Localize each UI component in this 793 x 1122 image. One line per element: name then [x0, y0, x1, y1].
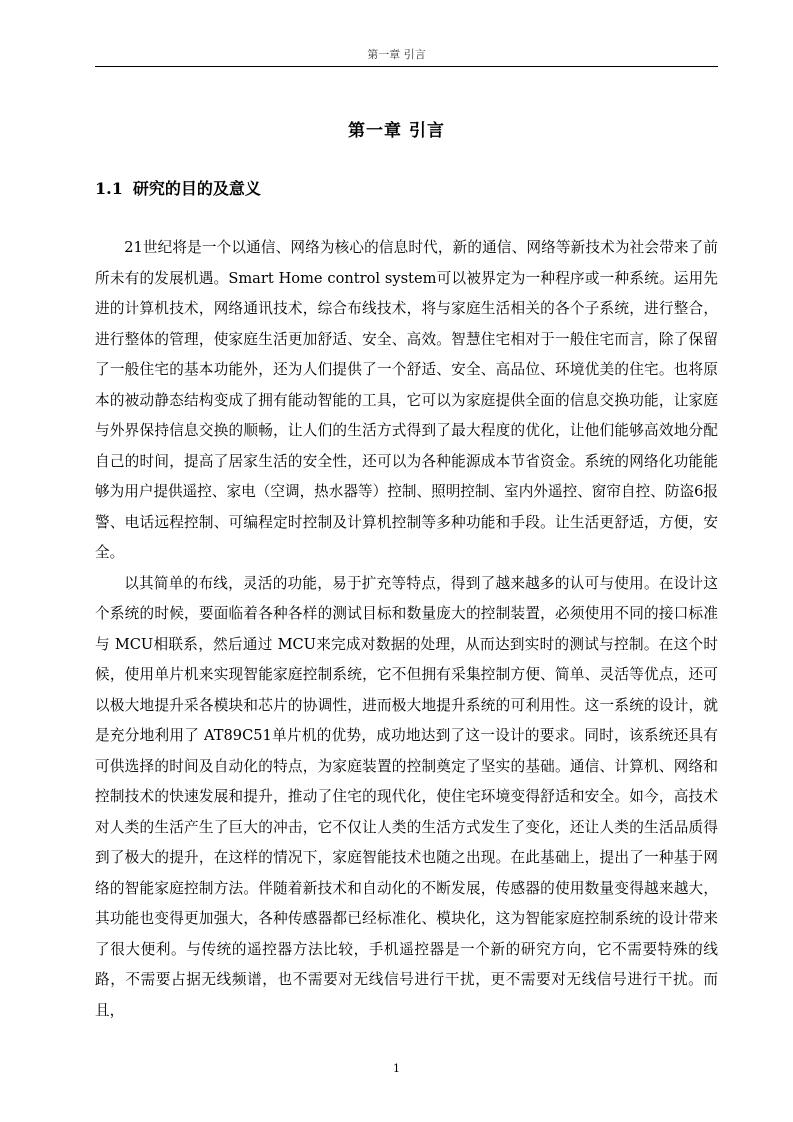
section-number: 1.1 — [95, 179, 123, 198]
body-text — [95, 233, 718, 1026]
chapter-title: 第一章 引言 — [348, 121, 445, 141]
header-divider — [95, 66, 718, 67]
section-title: 研究的目的及意义 — [132, 179, 261, 198]
section-heading — [95, 176, 261, 202]
paragraph: 21世纪将是一个以通信、网络为核心的信息时代，新的通信、网络等新技术为社会带来了前所未有的发展机遇。Smart Home control system可以被界定为一种程序或一种系统。运用先进的计算机技术，网络通讯技术，综合布线技术，将与家庭生活相关的各个子系统，进行整合，进行整体的管理，使家庭生活更加舒适、安全、高效。智慧住宅相对于一般住宅而言，除了保留了一般住宅的基本功能外，还为人们提供了一个舒适、安全、高品位、环境优美的住宅。也将原本的被动静态结构变成了拥有能动智能的工具，它可以为家庭提供全面的信息交换功能，让家庭与外界保持信息交换的顺畅，让人们的生活方式得到了最大程度的优化，让他们能够高效地分配自己的时间，提高了居家生活的安全性，还可以为各种能源成本节省资金。系统的网络化功能能够为用户提供遥控、家电（空调，热水器等）控制、照明控制、室内外遥控、窗帘自控、防盗6报警、电话远程控制、可编程定时控制及计算机控制等多种功能和手段。让生活更舒适，方便，安全。 — [95, 239, 718, 561]
paragraph: 以其简单的布线，灵活的功能，易于扩充等特点，得到了越来越多的认可与使用。在设计这个系统的时候，要面临着各种各样的测试目标和数量庞大的控制装置，必须使用不同的接口标准与 MCU相联系，然后通过 MCU来完成对数据的处理，从而达到实时的测试与控制。在这个时候，使用单片机来实现智能家庭控制系统，它不但拥有采集控制方便、简单、灵活等优点，还可以极大地提升采各模块和芯片的协调性，进而极大地提升系统的可利用性。这一系统的设计，就是充分地利用了 AT89C51单片机的优势，成功地达到了这一设计的要求。同时，该系统还具有可供选择的时间及自动化的特点，为家庭装置的控制奠定了坚实的基础。通信、计算机、网络和控制技术的快速发展和提升，推动了住宅的现代化，使住宅环境变得舒适和安全。如今，高技术对人类的生活产生了巨大的冲击，它不仅让人类的生活方式发生了变化，还让人类的生活品质得到了极大的提升，在这样的情况下，家庭智能技术也随之出现。在此基础上，提出了一种基于网络的智能家庭控制方法。伴随着新技术和自动化的不断发展，传感器的使用数量变得越来越大，其功能也变得更加强大，各种传感器都已经标准化、模块化，这为智能家庭控制系统的设计带来了很大便利。与传统的遥控器方法比较，手机遥控器是一个新的研究方向，它不需要特殊的线路，不需要占据无线频谱，也不需要对无线信号进行干扰，更不需要对无线信号进行干扰。而且， — [95, 574, 718, 1019]
running-header: 第一章 引言 — [367, 48, 426, 61]
page-number: 1 — [393, 1062, 400, 1075]
